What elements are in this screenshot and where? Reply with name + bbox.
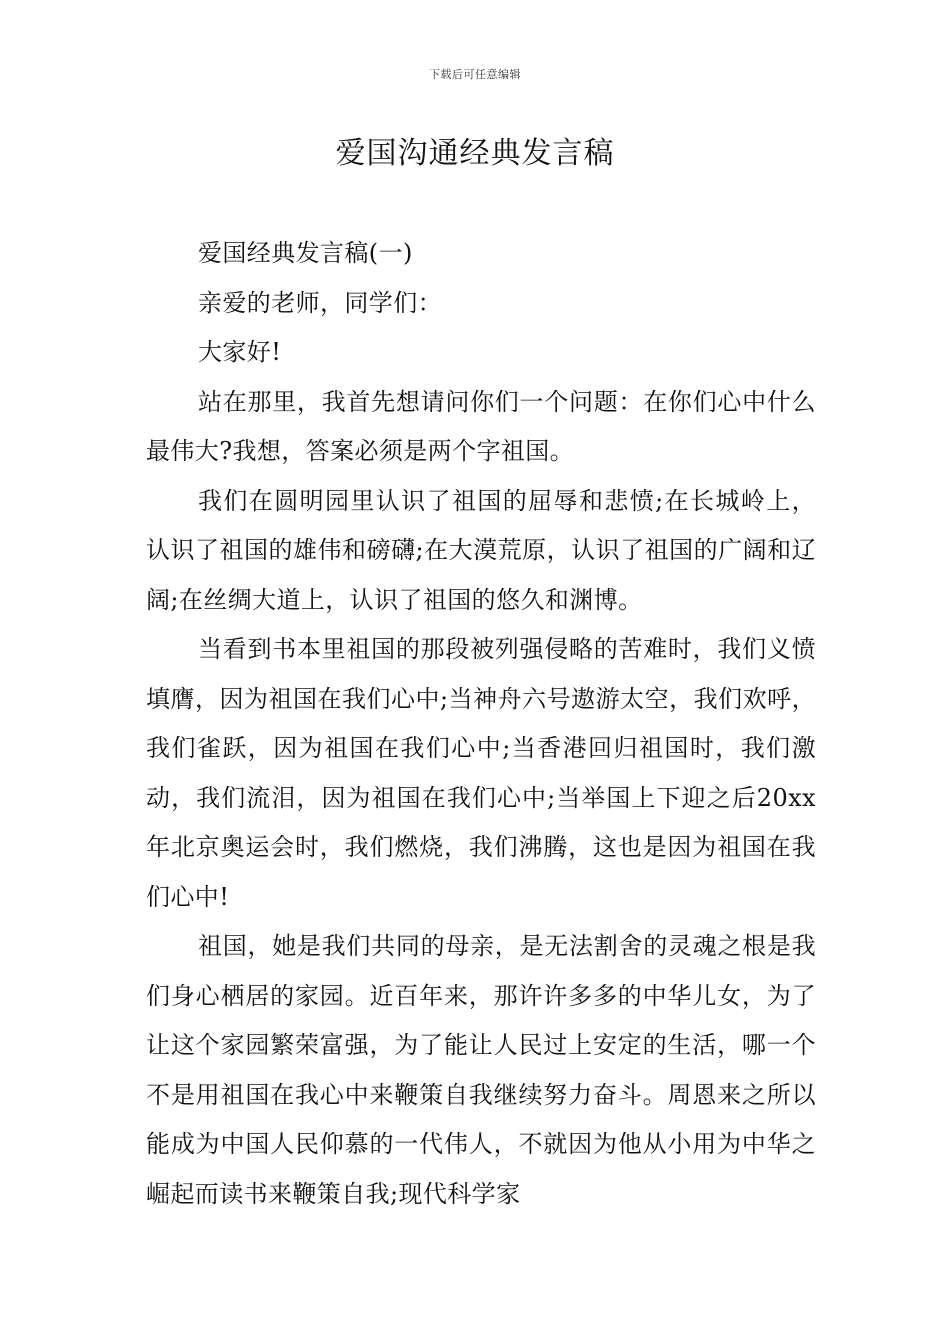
- paragraph-subtitle: 爱国经典发言稿(一): [198, 239, 413, 267]
- paragraph: 祖国，她是我们共同的母亲，是无法割舍的灵魂之根是我们身心栖居的家园。近百年来，那许许多多的中华儿女，为了让这个家园繁荣富强，为了能让人民过上安定的生活，哪一个不是用祖国在我心中来鞭策自我继续努力奋斗。周恩来之所以能成为中国人民仰慕的一代伟人，不就因为他从小用为中华之崛起而读书来鞭策自我;现代科学家: [146, 932, 816, 1208]
- paragraph: 站在那里，我首先想请问你们一个问题：在你们心中什么最伟大?我想，答案必须是两个字祖国。: [146, 387, 816, 465]
- document-body: [146, 229, 816, 1219]
- header-note: 下载后可任意编辑: [429, 68, 521, 81]
- paragraph-greeting: 大家好!: [198, 338, 282, 366]
- paragraph: 我们在圆明园里认识了祖国的屈辱和悲愤;在长城岭上，认识了祖国的雄伟和磅礴;在大漠荒原，认识了祖国的广阔和辽阔;在丝绸大道上，认识了祖国的悠久和渊博。: [146, 486, 816, 614]
- paragraph: 当看到书本里祖国的那段被列强侵略的苦难时，我们义愤填膺，因为祖国在我们心中;当神舟六号遨游太空，我们欢呼，我们雀跃，因为祖国在我们心中;当香港回归祖国时，我们激动，我们流泪，因为祖国在我们心中;当举国上下迎之后20xx年北京奥运会时，我们燃烧，我们沸腾，这也是因为祖国在我们心中!: [146, 635, 816, 911]
- document-title: 爱国沟通经典发言稿: [335, 136, 615, 171]
- paragraph-salutation: 亲爱的老师，同学们：: [198, 288, 442, 317]
